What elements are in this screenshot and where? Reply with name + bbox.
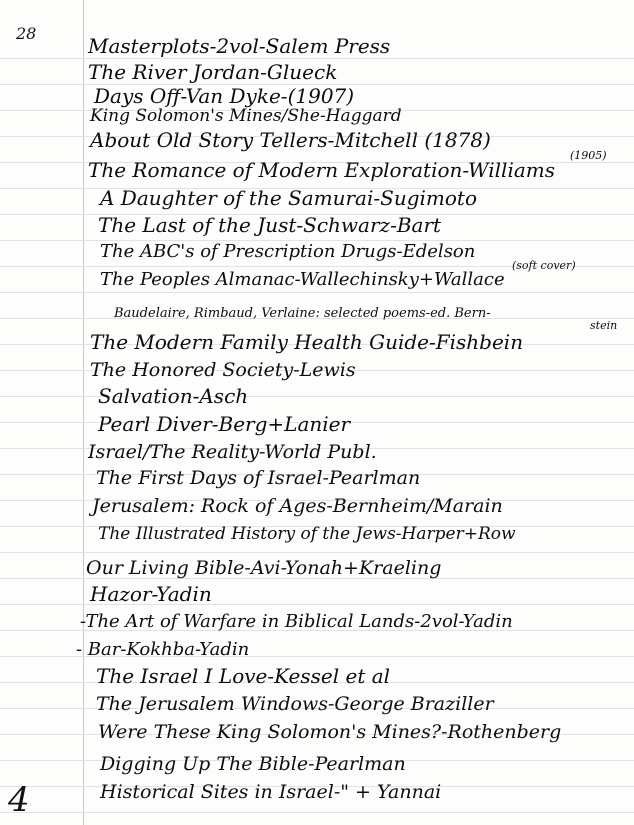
book-entry: The Illustrated History of the Jews-Harper+Row: [98, 524, 516, 544]
year-note: (1905): [570, 149, 607, 162]
book-entry: The Last of the Just-Schwarz-Bart: [98, 213, 442, 237]
book-entry: Masterplots-2vol-Salem Press: [88, 34, 391, 58]
book-entry: The Israel I Love-Kessel et al: [96, 664, 391, 688]
book-entry: The Modern Family Health Guide-Fishbein: [90, 330, 524, 354]
book-entry: Israel/The Reality-World Publ.: [88, 441, 377, 463]
book-entry: Baudelaire, Rimbaud, Verlaine: selected poems-ed. Bern-: [114, 306, 491, 321]
book-entry: Historical Sites in Israel-" + Yannai: [100, 781, 442, 803]
book-entry: -The Art of Warfare in Biblical Lands-2vol-Yadin: [80, 611, 513, 632]
book-entry: The Honored Society-Lewis: [90, 359, 356, 381]
soft-cover-note: (soft cover): [512, 259, 576, 272]
book-entry: The River Jordan-Glueck: [88, 60, 338, 84]
book-entry: Digging Up The Bible-Pearlman: [100, 753, 406, 775]
book-entry: Jerusalem: Rock of Ages-Bernheim/Marain: [92, 495, 503, 517]
book-entry: Salvation-Asch: [98, 384, 249, 408]
book-entry: Hazor-Yadin: [90, 582, 212, 606]
book-entry: The Jerusalem Windows-George Braziller: [96, 693, 494, 715]
book-entry: About Old Story Tellers-Mitchell (1878): [90, 128, 491, 152]
book-entry: Our Living Bible-Avi-Yonah+Kraeling: [86, 557, 442, 579]
book-entry: Were These King Solomon's Mines?-Rothenberg: [98, 721, 562, 743]
page-number-top: 28: [16, 24, 37, 43]
book-entry: Days Off-Van Dyke-(1907): [94, 84, 355, 108]
book-entry: Pearl Diver-Berg+Lanier: [98, 412, 351, 436]
book-entry: A Daughter of the Samurai-Sugimoto: [100, 186, 478, 210]
book-entry: King Solomon's Mines/She-Haggard: [90, 106, 402, 126]
book-entry: The Romance of Modern Exploration-Williams: [88, 158, 556, 182]
stein-note: stein: [590, 319, 618, 332]
book-entry: The Peoples Almanac-Wallechinsky+Wallace: [100, 269, 505, 290]
book-entry: The First Days of Israel-Pearlman: [96, 467, 421, 489]
book-entry: The ABC's of Prescription Drugs-Edelson: [100, 241, 476, 262]
book-entry: - Bar-Kokhba-Yadin: [76, 639, 250, 660]
page-number-bottom: 4: [8, 780, 30, 820]
